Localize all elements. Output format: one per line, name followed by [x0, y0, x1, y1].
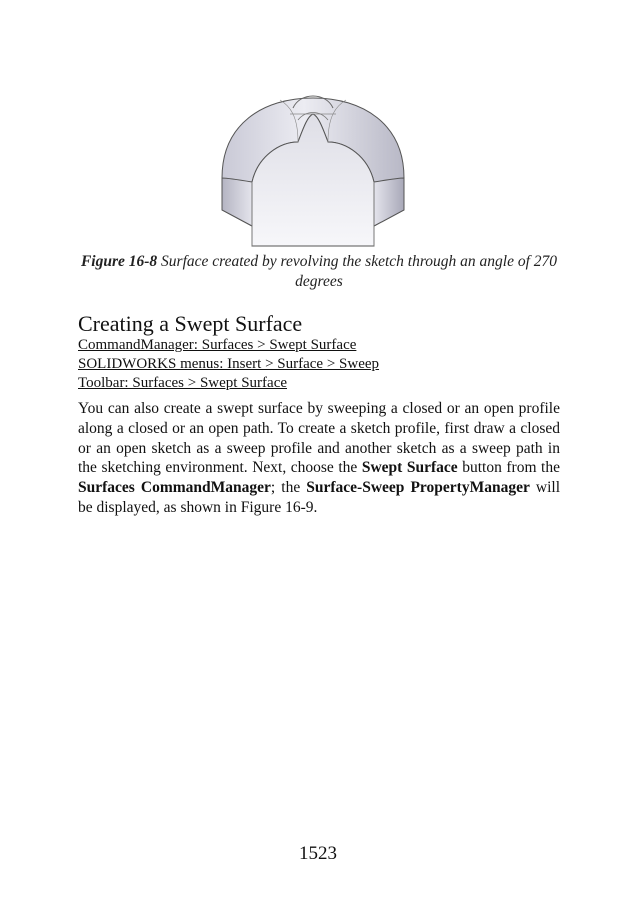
section-heading: Creating a Swept Surface [78, 311, 303, 336]
swept-surface-term: Swept Surface [361, 459, 458, 477]
surface-sweep-propertymanager-term: Surface-Sweep PropertyManager [306, 479, 530, 497]
toolbar-path: Toolbar: Surfaces > Swept Surface [78, 375, 288, 391]
revolved-surface-figure [218, 86, 408, 248]
body-text-1: You can also create a swept surface by sweeping a closed or an open profile along a closed or an open path. To create a sketch profile, first draw a closed or an open sketch as a sweep profile and another sketch as a sweep path in the sketching environment. Next, choose the [78, 400, 560, 477]
body-text-3: ; the [270, 479, 307, 497]
figure-caption-text: Surface created by revolving the sketch through an angle of 270 degrees [161, 253, 558, 290]
figure-caption-label: Figure 16-8 [80, 253, 158, 270]
surfaces-commandmanager-term: Surfaces CommandManager [78, 479, 271, 497]
menus-path: SOLIDWORKS menus: Insert > Surface > Sweep [78, 356, 380, 372]
revolved-surface-icon [218, 86, 408, 248]
figure-caption [78, 252, 560, 292]
commandmanager-path: CommandManager: Surfaces > Swept Surface [78, 337, 357, 353]
body-text-2: button from the [457, 459, 560, 477]
body-paragraph [78, 399, 560, 518]
body-text-4: will be displayed, as shown in Figure 16-9. [78, 479, 561, 516]
page-number: 1523 [299, 843, 337, 864]
